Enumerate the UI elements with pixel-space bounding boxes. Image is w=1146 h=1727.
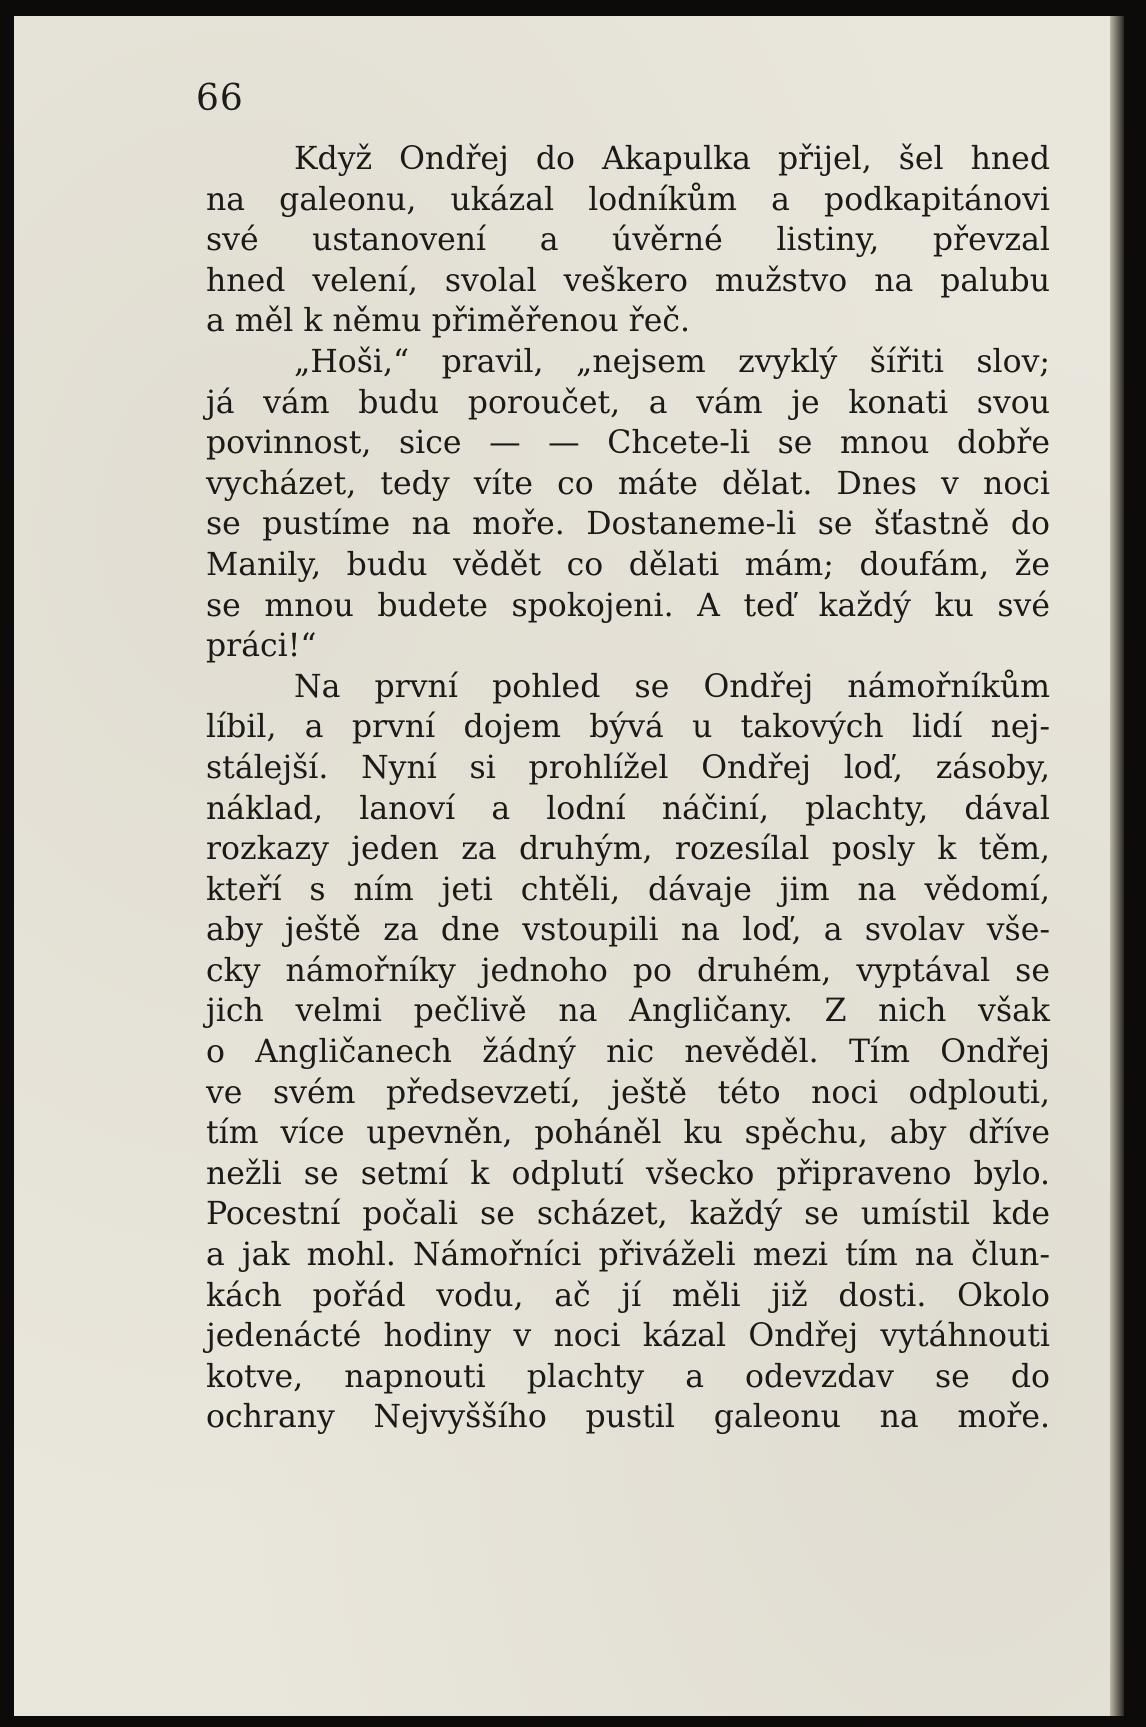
text-line: kách pořád vodu, ač jí měli již dosti. Okolo (206, 1277, 1050, 1314)
text-line: a měl k němu přiměřenou řeč. (206, 303, 691, 340)
text-line: vycházet, tedy víte co máte dělat. Dnes v noci (206, 465, 1050, 502)
text-line: Na první pohled se Ondřej námořníkům (294, 668, 1050, 705)
text-line: práci!“ (206, 628, 317, 665)
text-line: hned velení, svolal veškero mužstvo na palubu (206, 262, 1050, 299)
text-line: ve svém předsevzetí, ještě této noci odplouti, (206, 1074, 1050, 1111)
text-line: tím více upevněn, poháněl ku spěchu, aby dříve (206, 1115, 1050, 1152)
text-line: náklad, lanoví a lodní náčiní, plachty, dával (206, 790, 1050, 827)
page-number: 66 (196, 78, 244, 119)
text-line: Když Ondřej do Akapulka přijel, šel hned (294, 141, 1050, 177)
text-line: já vám budu poroučet, a vám je konati svou (206, 384, 1050, 421)
text-line: ochrany Nejvyššího pustil galeonu na moře. (206, 1399, 1050, 1436)
text-line: své ustanovení a úvěrné listiny, převzal (206, 222, 1050, 259)
text-line: a jak mohl. Námořníci přiváželi mezi tím na člun- (206, 1237, 1050, 1274)
text-line: na galeonu, ukázal lodníkům a podkapitánovi (206, 181, 1050, 218)
text-line: cky námořníky jednoho po druhém, vyptával se (206, 952, 1050, 989)
text-line: o Angličanech žádný nic nevěděl. Tím Ondřej (206, 1034, 1050, 1071)
body-text (206, 139, 1050, 1438)
text-line: jich velmi pečlivě na Angličany. Z nich však (206, 993, 1050, 1030)
text-line: Manily, budu vědět co dělati mám; doufám, že (206, 546, 1050, 583)
text-line: kotve, napnouti plachty a odevzdav se do (206, 1358, 1050, 1395)
text-line: „Hoši,“ pravil, „nejsem zvyklý šířiti slov; (294, 343, 1050, 380)
text-line: stálejší. Nyní si prohlížel Ondřej loď, zásoby, (206, 749, 1050, 786)
text-line: aby ještě za dne vstoupili na loď, a svolav vše- (206, 912, 1050, 949)
text-line: kteří s ním jeti chtěli, dávaje jim na vědomí, (206, 871, 1050, 908)
text-line: rozkazy jeden za druhým, rozesílal posly k těm, (206, 831, 1050, 868)
text-line: líbil, a první dojem bývá u takových lidí nej- (206, 709, 1050, 746)
text-line: se pustíme na moře. Dostaneme-li se šťastně do (206, 506, 1050, 543)
text-line: Pocestní počali se scházet, každý se umístil kde (206, 1196, 1050, 1233)
text-line: povinnost, sice — — Chcete-li se mnou dobře (206, 425, 1050, 462)
book-spine-edge (1110, 16, 1124, 1716)
text-line: nežli se setmí k odplutí všecko připraveno bylo. (206, 1155, 1050, 1192)
text-line: se mnou budete spokojeni. A teď každý ku své (206, 587, 1050, 624)
text-line: jedenácté hodiny v noci kázal Ondřej vytáhnouti (206, 1318, 1050, 1355)
